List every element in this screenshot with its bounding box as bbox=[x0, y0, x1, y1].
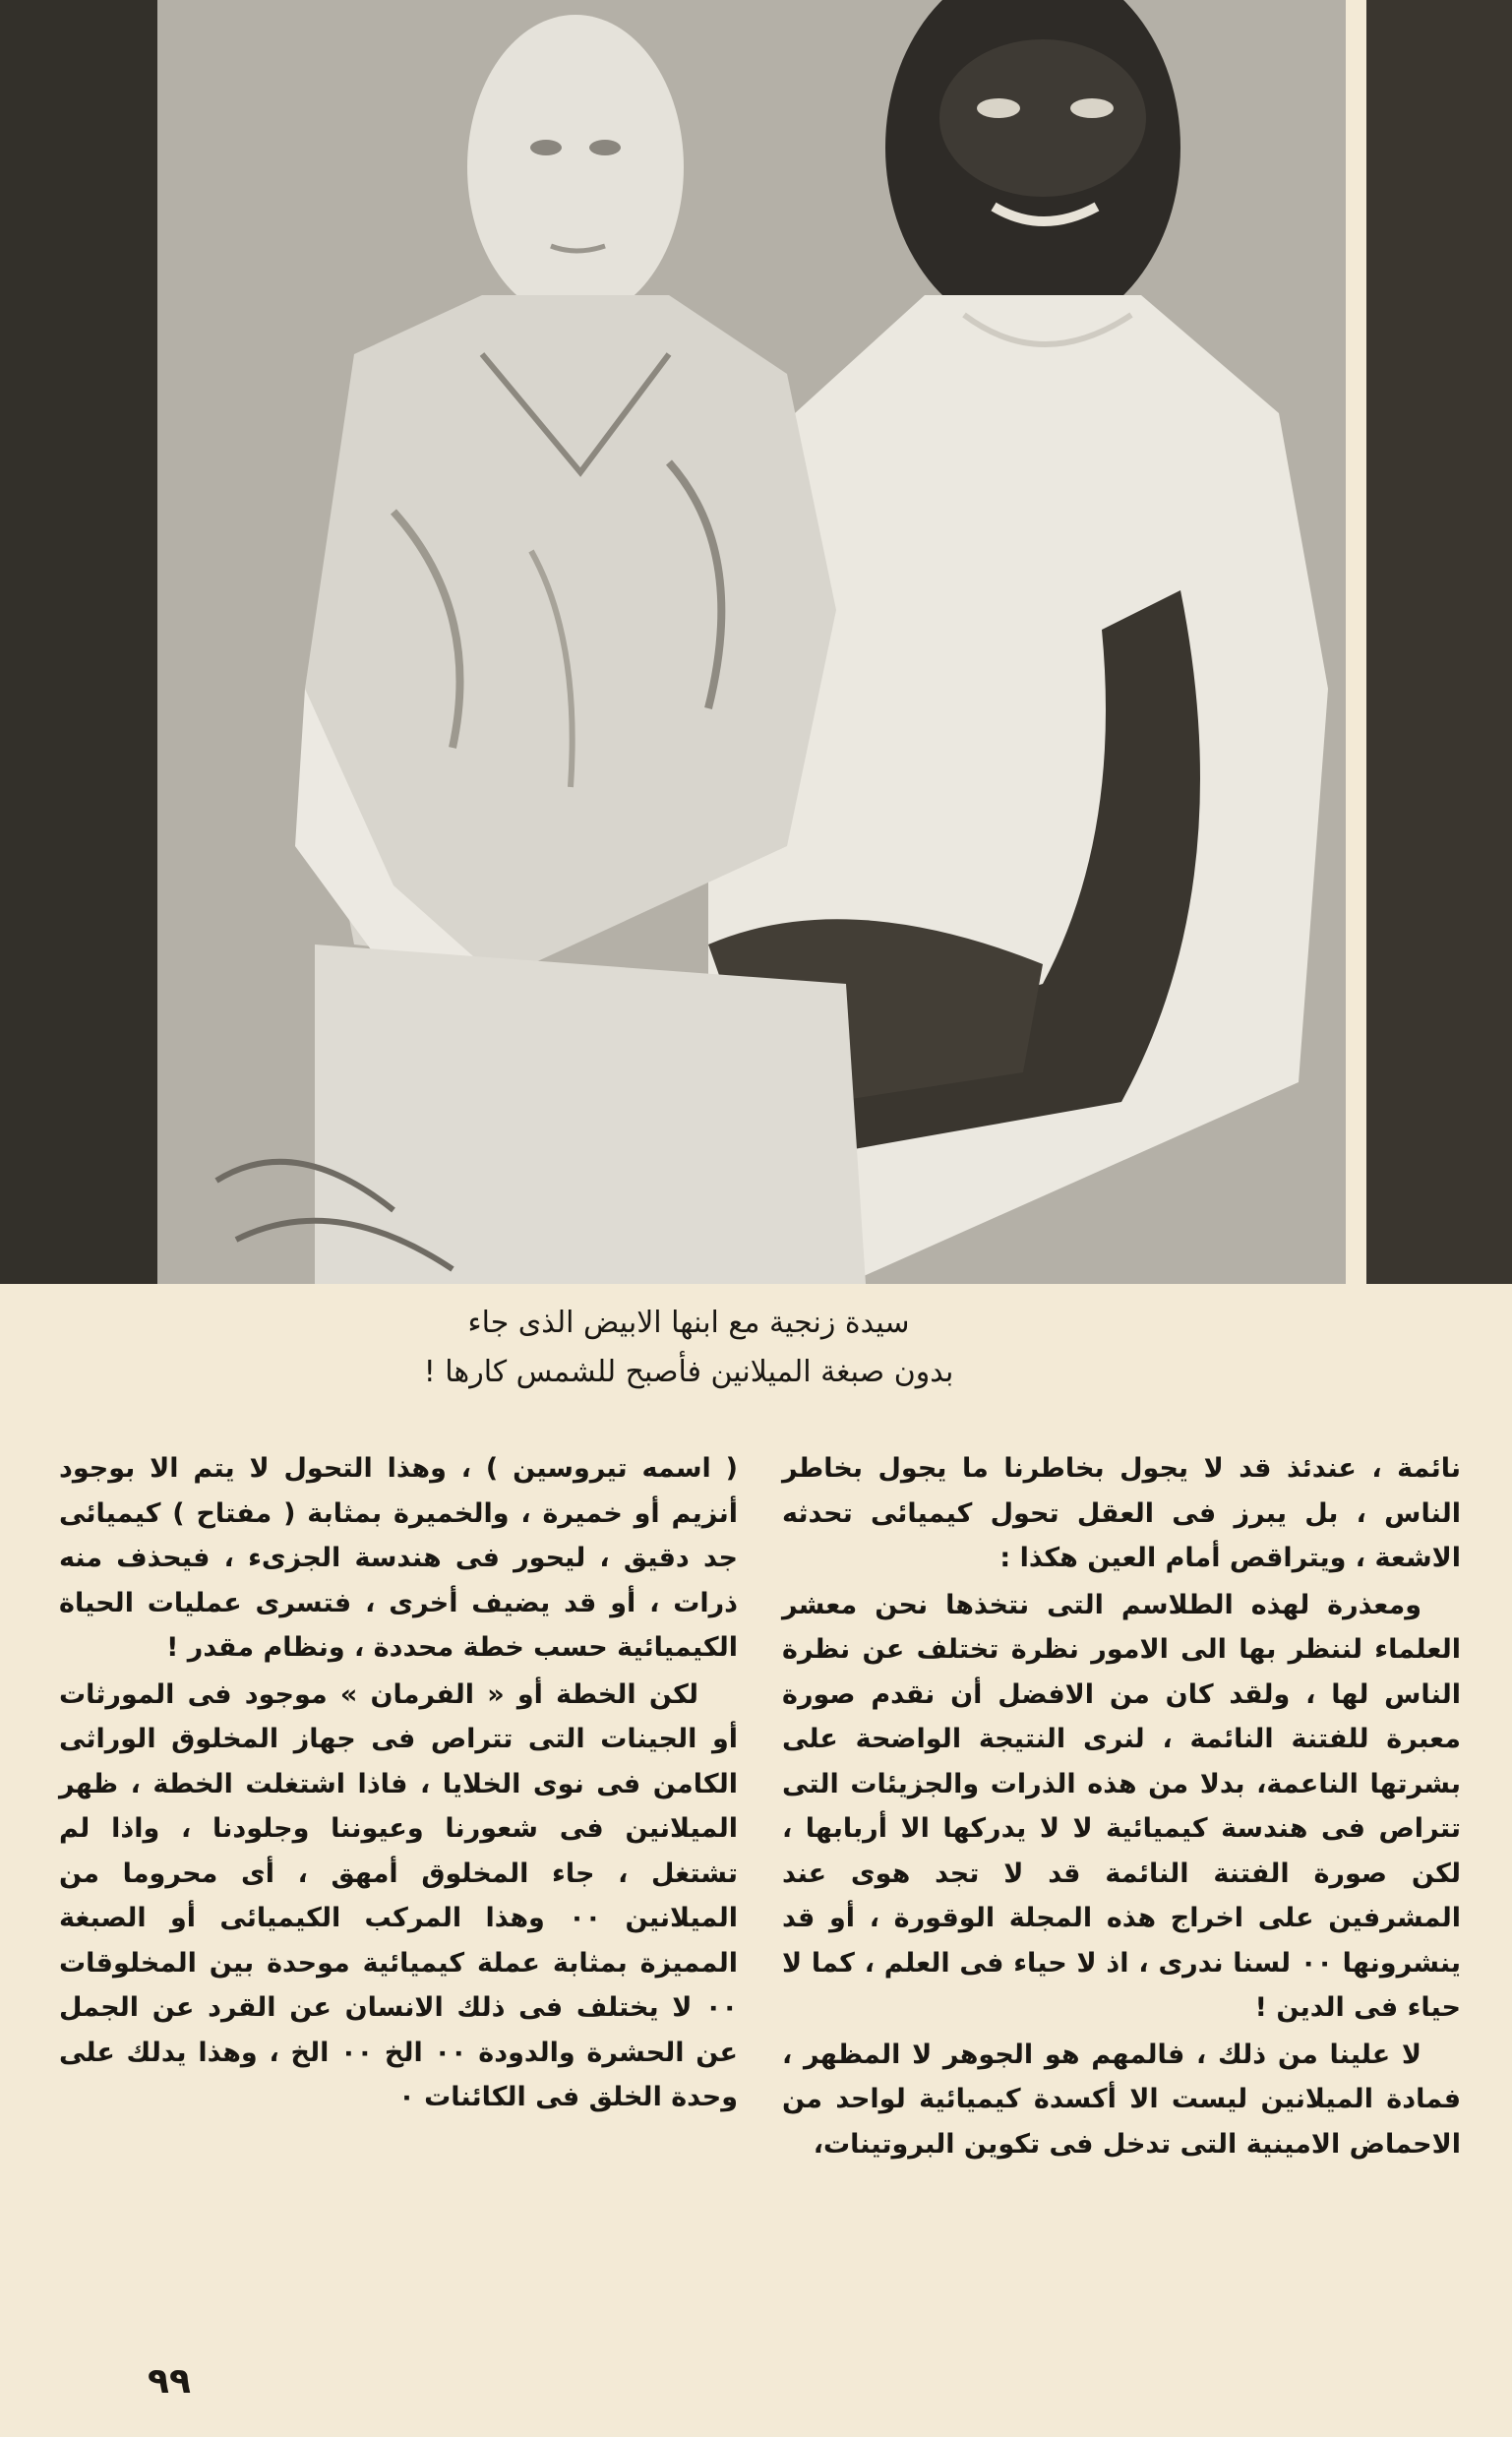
photo-border-left bbox=[0, 0, 177, 1284]
text-column-left bbox=[59, 1446, 738, 2122]
caption-line-2: بدون صبغة الميلانين فأصبح للشمس كارها ! bbox=[423, 1355, 954, 1389]
paragraph: نائمة ، عندئذ قد لا يجول بخاطرنا ما يجول بخاطر الناس ، بل يبرز فى العقل تحول كيميائى تحدثه الاشعة ، ويتراقص أمام العين هكذا : bbox=[782, 1453, 1461, 1573]
photo-border-right bbox=[1366, 0, 1512, 1284]
photo-caption bbox=[295, 1299, 1082, 1397]
photo-illustration bbox=[157, 0, 1346, 1284]
caption-line-1: سيدة زنجية مع ابنها الابيض الذى جاء bbox=[467, 1306, 910, 1340]
paragraph: لكن الخطة أو « الفرمان » موجود فى المورثات أو الجينات التى تتراص فى جهاز المخلوق الوراثى الكامن فى نوى الخلايا ، فاذا اشتغلت الخطة ، ظهر الميلانين فى شعورنا وعيوننا وجلودنا ، واذا لم تشتغل ، جاء المخلوق أمهق ، أى محروما من الميلانين ٠٠ وهذا المركب الكيميائى أو الصبغة المميزة بمثابة عملة كيميائية موحدة بين المخلوقات ٠٠ لا يختلف فى ذلك الانسان عن القرد عن الجمل عن الحشرة والدودة ٠٠ الخ ٠٠ الخ ، وهذا يدلك على وحدة الخلق فى الكائنات ٠ bbox=[59, 1678, 739, 2112]
page-number: ٩٩ bbox=[148, 2361, 191, 2402]
photo-woman-and-albino-son bbox=[157, 0, 1346, 1284]
paragraph: ( اسمه تيروسين ) ، وهذا التحول لا يتم الا بوجود أنزيم أو خميرة ، والخميرة بمثابة ( مفتاح ) كيميائى جد دقيق ، ليحور فى هندسة الجزىء ، فيحذف منه ذرات ، أو قد يضيف أخرى ، فتسرى عمليات الحياة الكيميائية حسب خطة محددة ، ونظام مقدر ! bbox=[59, 1453, 738, 1663]
paragraph: لا علينا من ذلك ، فالمهم هو الجوهر لا المظهر ، فمادة الميلانين ليست الا أكسدة كيميائية لواحد من الاحماض الامينية التى تدخل فى تكوين البروتينات، bbox=[782, 2039, 1461, 2160]
text-column-right bbox=[782, 1446, 1461, 2168]
paragraph: ومعذرة لهذه الطلاسم التى نتخذها نحن معشر العلماء لننظر بها الى الامور نظرة تختلف عن نظرة الناس لها ، ولقد كان من الافضل أن نقدم صورة معبرة للفتنة النائمة ، لنرى النتيجة الواضحة على بشرتها الناعمة، بدلا من هذه الذرات والجزيئات التى تتراص فى هندسة كيميائية لا لا يدركها الا أربابها ، لكن صورة الفتنة النائمة قد لا تجد هوى عند المشرفين على اخراج هذه المجلة الوقورة ، أو قد ينشرونها ٠٠ لسنا ندرى ، اذ لا حياء فى العلم ، كما لا حياء فى الدين ! bbox=[782, 1589, 1461, 2023]
